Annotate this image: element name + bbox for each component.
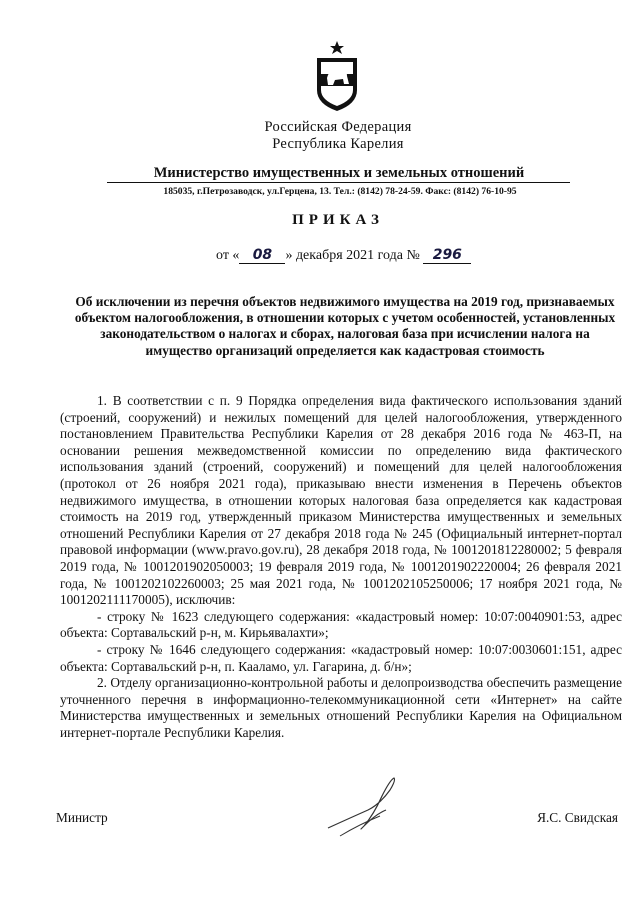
handwritten-signature bbox=[320, 770, 410, 850]
list-item: - строку № 1623 следующего содержания: «кадастровый номер: 10:07:0040901:53, адрес объекта: Сортавальский р-н, м. Кирьявалахти»; bbox=[60, 608, 622, 641]
signer-position: Министр bbox=[56, 810, 108, 825]
order-date-line bbox=[216, 247, 471, 264]
order-body bbox=[60, 393, 622, 741]
country-name: Российская Федерация bbox=[264, 119, 412, 135]
region-name: Республика Карелия bbox=[272, 136, 404, 152]
karelia-coat-of-arms-icon bbox=[313, 40, 361, 112]
header-divider bbox=[107, 182, 570, 183]
order-date-prefix: от « bbox=[216, 248, 240, 263]
handwritten-day: 08 bbox=[239, 247, 285, 264]
list-item: - строку № 1646 следующего содержания: «кадастровый номер: 10:07:0030601:151, адрес объекта: Сортавальский р-н, п. Кааламо, ул. Гагарина, д. б/н»; bbox=[60, 641, 622, 674]
ministry-name: Министерство имущественных и земельных отношений bbox=[153, 165, 525, 181]
ministry-address: 185035, г.Петрозаводск, ул.Герцена, 13. Тел.: (8142) 78-24-59. Факс: (8142) 76-10-95 bbox=[163, 186, 517, 197]
paragraph-2: 2. Отделу организационно-контрольной работы и делопроизводства обеспечить размещение уточненного перечня в информационно-телекоммуникационной сети «Интернет» на сайте Министерства имущественных и земельных отношений Республики Карелия на Официальном интернет-портале Республики Карелия. bbox=[60, 675, 622, 740]
order-subject: Об исключении из перечня объектов недвижимого имущества на 2019 год, признаваемых объектом налогообложения, в отношении которых с учетом особенностей, установленных законодательством о налогах и сборах, налоговая база при исчислении налога на имущество организаций определяется как кадастровая стоимость bbox=[74, 294, 616, 358]
signer-name: Я.С. Свидская bbox=[537, 810, 618, 825]
order-title: ПРИКАЗ bbox=[292, 212, 384, 228]
order-date-mid: » декабря 2021 года № bbox=[285, 248, 420, 263]
handwritten-order-number: 296 bbox=[423, 247, 471, 264]
paragraph-1: 1. В соответствии с п. 9 Порядка определения вида фактического использования зданий (строений, сооружений) и нежилых помещений для целей налогообложения, утвержденного постановлением Правительства Республики Карелия от 28 декабря 2016 года № 463-П, на основании решения межведомственной комиссии по определению вида фактического использования зданий (строений, сооружений) и помещений для целей налогообложения (протокол от 26 ноября 2021 года), приказываю внести изменения в Перечень объектов недвижимого имущества, в отношении которых налоговая база определяется как кадастровая стоимость на 2019 год, утвержденный приказом Министерства имущественных и земельных отношений Республики Карелия от 27 декабря 2018 года № 245 (Официальный интернет-портал правовой информации (www.pravo.gov.ru), 28 декабря 2018 года, № 1001201812280002; 5 февраля 2019 года, № 1001201902050003; 19 февраля 2019 года, № 1001201902220004; 26 февраля 2021 года, № 1001202102260003; 25 мая 2021 года, № 1001202105250006; 17 ноября 2021 года, № 1001202111170005), исключив: bbox=[60, 393, 622, 608]
